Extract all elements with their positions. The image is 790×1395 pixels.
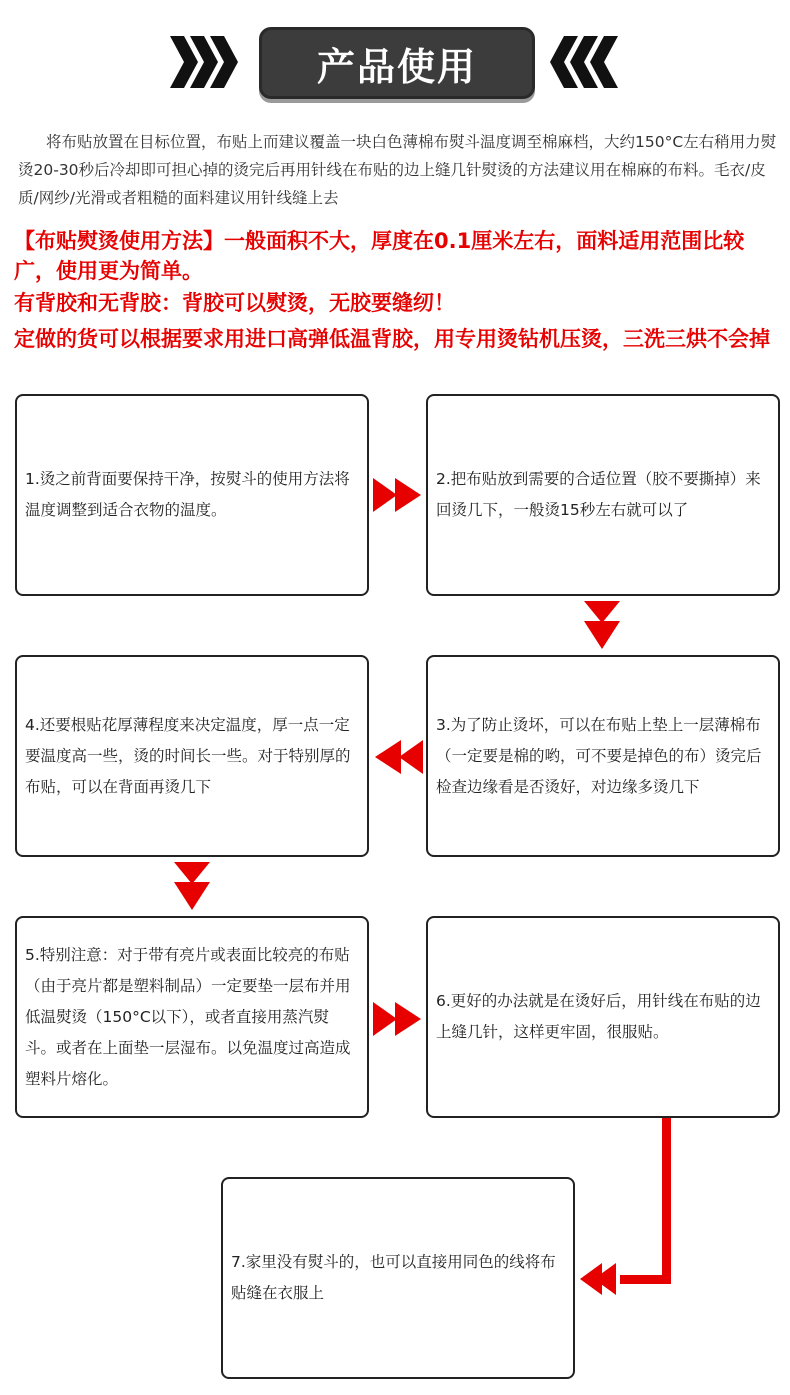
page-title: 产品使用 [316, 44, 477, 89]
intro-text: 将布贴放置在目标位置，布贴上而建议覆盖一块白色薄棉布熨斗温度调至棉麻档，大约150°C左右稍用力熨烫20-30秒后冷却即可担心掉的烫完后再用针线在布贴的边上缝几针熨烫的方法建议用在棉麻的布料。毛衣/皮质/网纱/光滑或者粗糙的面料建议用针线缝上去 [18, 133, 777, 207]
step-text-3: 3.为了防止烫坏，可以在布贴上垫上一层薄棉布（一定要是棉的哟，可不要是掉色的布）烫完后检查边缘看是否烫好，对边缘多烫几下 [436, 715, 762, 796]
step-text-1: 1.烫之前背面要保持干净，按熨斗的使用方法将温度调整到适合衣物的温度。 [25, 470, 350, 519]
highlight-backing: 有背胶和无背胶：背胶可以熨烫，无胶要缝纫！ [14, 291, 455, 315]
chevrons-right-icon [168, 34, 240, 90]
step-box-4 [15, 655, 369, 857]
chevrons-left-icon [548, 34, 620, 90]
step-text-4: 4.还要根贴花厚薄程度来决定温度，厚一点一定要温度高一些，烫的时间长一些。对于特别厚的布贴，可以在背面再烫几下 [25, 715, 351, 796]
step-box-6 [426, 916, 780, 1118]
step-box-2 [426, 394, 780, 596]
arrow-right-icon [373, 478, 423, 512]
arrow-down-icon [584, 601, 620, 649]
arrow-connector-icon [580, 1118, 680, 1298]
title-banner [259, 27, 535, 99]
arrow-left-icon [373, 740, 423, 774]
step-text-2: 2.把布贴放到需要的合适位置（胶不要撕掉）来回烫几下，一般烫15秒左右就可以了 [436, 470, 761, 519]
step-text-5: 5.特别注意：对于带有亮片或表面比较亮的布贴（由于亮片都是塑料制品）一定要垫一层布并用低温熨烫（150°C以下），或者直接用蒸汽熨斗。或者在上面垫一层湿布。以免温度过高造成塑料片熔化。 [25, 945, 351, 1088]
arrow-right-icon [373, 1002, 423, 1036]
arrow-down-icon [174, 862, 210, 910]
step-box-7 [221, 1177, 575, 1379]
step-box-3 [426, 655, 780, 857]
intro-paragraph [18, 128, 778, 212]
step-box-1 [15, 394, 369, 596]
step-text-7: 7.家里没有熨斗的，也可以直接用同色的线将布贴缝在衣服上 [231, 1253, 556, 1302]
step-text-6: 6.更好的办法就是在烫好后，用针线在布贴的边上缝几针，这样更牢固，很服贴。 [436, 992, 761, 1041]
highlight-method: 【布贴熨烫使用方法】一般面积不大，厚度在0.1厘米左右，面料适用范围比较广，使用更为简单。 [14, 229, 745, 283]
step-box-5 [15, 916, 369, 1118]
highlight-custom: 定做的货可以根据要求用进口高弹低温背胶，用专用烫钻机压烫，三洗三烘不会掉 [14, 327, 770, 351]
